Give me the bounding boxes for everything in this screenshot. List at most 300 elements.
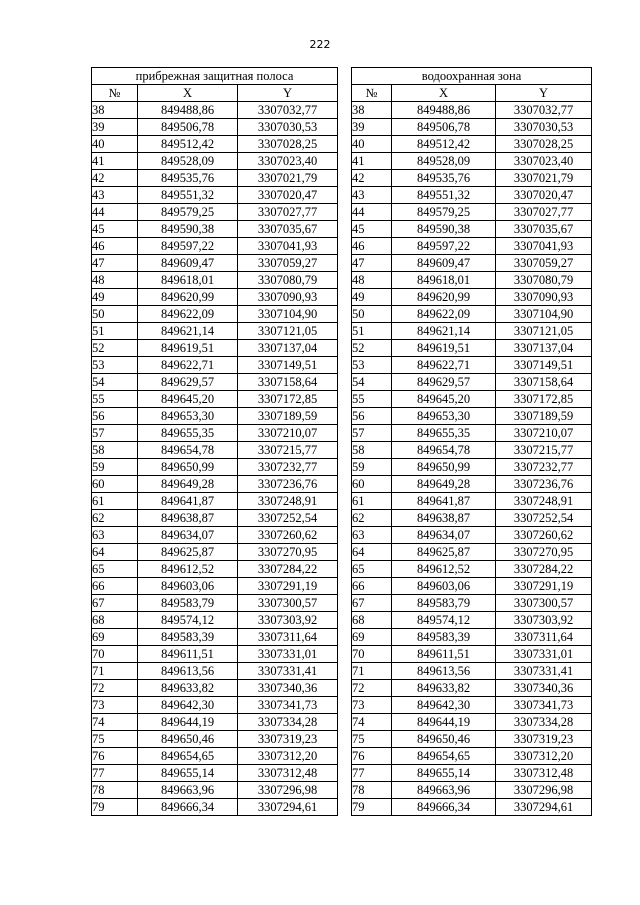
right-point-number: 60 bbox=[352, 476, 392, 493]
left-point-number: 79 bbox=[92, 799, 138, 816]
table-gap bbox=[338, 289, 352, 306]
table-gap bbox=[338, 476, 352, 493]
right-x-value: 849663,96 bbox=[392, 782, 496, 799]
right-y-value: 3307090,93 bbox=[496, 289, 592, 306]
left-point-number: 69 bbox=[92, 629, 138, 646]
right-y-value: 3307303,92 bbox=[496, 612, 592, 629]
right-x-value: 849634,07 bbox=[392, 527, 496, 544]
table-gap bbox=[338, 595, 352, 612]
section-title-row bbox=[92, 68, 592, 85]
right-x-value: 849649,28 bbox=[392, 476, 496, 493]
table-gap bbox=[338, 765, 352, 782]
left-y-value: 3307023,40 bbox=[238, 153, 338, 170]
table-row bbox=[92, 799, 592, 816]
left-x-value: 849622,71 bbox=[138, 357, 238, 374]
right-point-number: 64 bbox=[352, 544, 392, 561]
left-y-value: 3307189,59 bbox=[238, 408, 338, 425]
right-point-number: 40 bbox=[352, 136, 392, 153]
left-x-value: 849574,12 bbox=[138, 612, 238, 629]
left-y-value: 3307312,20 bbox=[238, 748, 338, 765]
right-x-value: 849654,78 bbox=[392, 442, 496, 459]
table-row bbox=[92, 663, 592, 680]
table-gap bbox=[338, 680, 352, 697]
right-y-value: 3307334,28 bbox=[496, 714, 592, 731]
right-point-number: 44 bbox=[352, 204, 392, 221]
right-y-value: 3307059,27 bbox=[496, 255, 592, 272]
right-x-value: 849609,47 bbox=[392, 255, 496, 272]
left-point-number: 43 bbox=[92, 187, 138, 204]
left-point-number: 46 bbox=[92, 238, 138, 255]
right-y-value: 3307189,59 bbox=[496, 408, 592, 425]
left-y-value: 3307300,57 bbox=[238, 595, 338, 612]
right-point-number: 56 bbox=[352, 408, 392, 425]
right-point-number: 72 bbox=[352, 680, 392, 697]
right-y-value: 3307158,64 bbox=[496, 374, 592, 391]
right-point-number: 39 bbox=[352, 119, 392, 136]
left-y-value: 3307236,76 bbox=[238, 476, 338, 493]
left-point-number: 52 bbox=[92, 340, 138, 357]
left-y-value: 3307035,67 bbox=[238, 221, 338, 238]
table-row bbox=[92, 272, 592, 289]
table-row bbox=[92, 629, 592, 646]
left-point-number: 77 bbox=[92, 765, 138, 782]
right-x-value: 849612,52 bbox=[392, 561, 496, 578]
left-point-number: 60 bbox=[92, 476, 138, 493]
right-y-value: 3307032,77 bbox=[496, 102, 592, 119]
table-gap bbox=[338, 561, 352, 578]
table-gap bbox=[338, 204, 352, 221]
right-point-number: 63 bbox=[352, 527, 392, 544]
table-gap bbox=[338, 629, 352, 646]
table-row bbox=[92, 357, 592, 374]
right-x-value: 849638,87 bbox=[392, 510, 496, 527]
left-x-value: 849609,47 bbox=[138, 255, 238, 272]
right-y-value: 3307028,25 bbox=[496, 136, 592, 153]
right-point-number: 43 bbox=[352, 187, 392, 204]
table-row bbox=[92, 544, 592, 561]
right-y-value: 3307260,62 bbox=[496, 527, 592, 544]
right-x-value: 849506,78 bbox=[392, 119, 496, 136]
left-y-value: 3307232,77 bbox=[238, 459, 338, 476]
right-y-value: 3307340,36 bbox=[496, 680, 592, 697]
left-x-value: 849603,06 bbox=[138, 578, 238, 595]
right-point-number: 62 bbox=[352, 510, 392, 527]
table-gap bbox=[338, 306, 352, 323]
table-row bbox=[92, 646, 592, 663]
table-gap bbox=[338, 612, 352, 629]
right-x-value: 849644,19 bbox=[392, 714, 496, 731]
left-x-value: 849634,07 bbox=[138, 527, 238, 544]
right-point-number: 41 bbox=[352, 153, 392, 170]
right-x-value: 849655,35 bbox=[392, 425, 496, 442]
right-point-number: 74 bbox=[352, 714, 392, 731]
left-y-header: Y bbox=[238, 85, 338, 102]
left-y-value: 3307172,85 bbox=[238, 391, 338, 408]
right-point-number: 67 bbox=[352, 595, 392, 612]
left-y-value: 3307121,05 bbox=[238, 323, 338, 340]
left-point-number: 63 bbox=[92, 527, 138, 544]
table-row bbox=[92, 136, 592, 153]
right-x-value: 849625,87 bbox=[392, 544, 496, 561]
left-x-value: 849633,82 bbox=[138, 680, 238, 697]
table-gap bbox=[338, 255, 352, 272]
right-point-number: 53 bbox=[352, 357, 392, 374]
left-y-value: 3307210,07 bbox=[238, 425, 338, 442]
left-point-number: 65 bbox=[92, 561, 138, 578]
right-point-number: 59 bbox=[352, 459, 392, 476]
left-x-value: 849512,42 bbox=[138, 136, 238, 153]
right-number-header: № bbox=[352, 85, 392, 102]
left-point-number: 75 bbox=[92, 731, 138, 748]
right-y-value: 3307023,40 bbox=[496, 153, 592, 170]
table-row bbox=[92, 119, 592, 136]
left-point-number: 58 bbox=[92, 442, 138, 459]
left-y-value: 3307334,28 bbox=[238, 714, 338, 731]
table-gap bbox=[338, 578, 352, 595]
left-x-value: 849650,46 bbox=[138, 731, 238, 748]
left-x-value: 849622,09 bbox=[138, 306, 238, 323]
left-point-number: 73 bbox=[92, 697, 138, 714]
left-point-number: 59 bbox=[92, 459, 138, 476]
left-x-value: 849655,35 bbox=[138, 425, 238, 442]
left-y-value: 3307021,79 bbox=[238, 170, 338, 187]
right-x-value: 849641,87 bbox=[392, 493, 496, 510]
right-point-number: 54 bbox=[352, 374, 392, 391]
left-point-number: 42 bbox=[92, 170, 138, 187]
table-row bbox=[92, 187, 592, 204]
right-x-value: 849633,82 bbox=[392, 680, 496, 697]
right-point-number: 45 bbox=[352, 221, 392, 238]
right-point-number: 57 bbox=[352, 425, 392, 442]
right-y-value: 3307021,79 bbox=[496, 170, 592, 187]
right-x-value: 849620,99 bbox=[392, 289, 496, 306]
right-y-value: 3307296,98 bbox=[496, 782, 592, 799]
water-protection-zone-title: водоохранная зона bbox=[352, 68, 592, 85]
right-y-value: 3307210,07 bbox=[496, 425, 592, 442]
left-x-value: 849641,87 bbox=[138, 493, 238, 510]
left-point-number: 74 bbox=[92, 714, 138, 731]
left-y-value: 3307312,48 bbox=[238, 765, 338, 782]
left-x-value: 849579,25 bbox=[138, 204, 238, 221]
table-gap bbox=[338, 442, 352, 459]
right-y-value: 3307300,57 bbox=[496, 595, 592, 612]
right-x-header: X bbox=[392, 85, 496, 102]
table-row bbox=[92, 714, 592, 731]
left-x-value: 849621,14 bbox=[138, 323, 238, 340]
right-x-value: 849654,65 bbox=[392, 748, 496, 765]
table-gap bbox=[338, 221, 352, 238]
left-point-number: 71 bbox=[92, 663, 138, 680]
table-row bbox=[92, 748, 592, 765]
coordinates-table bbox=[91, 67, 592, 816]
left-x-value: 849619,51 bbox=[138, 340, 238, 357]
coastal-protection-strip-title: прибрежная защитная полоса bbox=[92, 68, 338, 85]
left-y-value: 3307260,62 bbox=[238, 527, 338, 544]
table-row bbox=[92, 612, 592, 629]
right-x-value: 849583,79 bbox=[392, 595, 496, 612]
left-y-value: 3307027,77 bbox=[238, 204, 338, 221]
left-point-number: 49 bbox=[92, 289, 138, 306]
table-row bbox=[92, 697, 592, 714]
right-x-value: 849653,30 bbox=[392, 408, 496, 425]
table-gap bbox=[338, 272, 352, 289]
right-point-number: 55 bbox=[352, 391, 392, 408]
left-x-value: 849528,09 bbox=[138, 153, 238, 170]
right-y-value: 3307027,77 bbox=[496, 204, 592, 221]
left-x-value: 849638,87 bbox=[138, 510, 238, 527]
left-x-value: 849620,99 bbox=[138, 289, 238, 306]
left-point-number: 38 bbox=[92, 102, 138, 119]
left-x-value: 849583,79 bbox=[138, 595, 238, 612]
table-gap bbox=[338, 408, 352, 425]
left-point-number: 68 bbox=[92, 612, 138, 629]
left-y-value: 3307331,01 bbox=[238, 646, 338, 663]
left-x-value: 849653,30 bbox=[138, 408, 238, 425]
right-x-value: 849619,51 bbox=[392, 340, 496, 357]
right-x-value: 849645,20 bbox=[392, 391, 496, 408]
right-point-number: 50 bbox=[352, 306, 392, 323]
left-x-value: 849618,01 bbox=[138, 272, 238, 289]
right-point-number: 77 bbox=[352, 765, 392, 782]
right-x-value: 849650,46 bbox=[392, 731, 496, 748]
table-row bbox=[92, 391, 592, 408]
right-point-number: 42 bbox=[352, 170, 392, 187]
left-y-value: 3307319,23 bbox=[238, 731, 338, 748]
left-y-value: 3307020,47 bbox=[238, 187, 338, 204]
left-x-value: 849649,28 bbox=[138, 476, 238, 493]
left-y-value: 3307331,41 bbox=[238, 663, 338, 680]
right-y-value: 3307248,91 bbox=[496, 493, 592, 510]
table-row bbox=[92, 374, 592, 391]
left-point-number: 70 bbox=[92, 646, 138, 663]
table-row bbox=[92, 153, 592, 170]
right-x-value: 849622,71 bbox=[392, 357, 496, 374]
table-row bbox=[92, 476, 592, 493]
left-point-number: 53 bbox=[92, 357, 138, 374]
right-x-value: 849629,57 bbox=[392, 374, 496, 391]
right-point-number: 51 bbox=[352, 323, 392, 340]
table-gap bbox=[338, 374, 352, 391]
left-y-value: 3307028,25 bbox=[238, 136, 338, 153]
table-gap bbox=[338, 153, 352, 170]
left-x-value: 849590,38 bbox=[138, 221, 238, 238]
right-point-number: 78 bbox=[352, 782, 392, 799]
right-point-number: 71 bbox=[352, 663, 392, 680]
table-gap bbox=[338, 238, 352, 255]
right-point-number: 69 bbox=[352, 629, 392, 646]
right-y-value: 3307284,22 bbox=[496, 561, 592, 578]
left-y-value: 3307303,92 bbox=[238, 612, 338, 629]
left-y-value: 3307284,22 bbox=[238, 561, 338, 578]
left-y-value: 3307158,64 bbox=[238, 374, 338, 391]
left-point-number: 72 bbox=[92, 680, 138, 697]
table-row bbox=[92, 408, 592, 425]
right-point-number: 46 bbox=[352, 238, 392, 255]
right-x-value: 849650,99 bbox=[392, 459, 496, 476]
left-point-number: 39 bbox=[92, 119, 138, 136]
table-gap bbox=[338, 527, 352, 544]
left-x-value: 849506,78 bbox=[138, 119, 238, 136]
table-gap bbox=[338, 663, 352, 680]
table-gap bbox=[338, 748, 352, 765]
left-x-value: 849629,57 bbox=[138, 374, 238, 391]
right-x-value: 849622,09 bbox=[392, 306, 496, 323]
table-row bbox=[92, 340, 592, 357]
right-x-value: 849551,32 bbox=[392, 187, 496, 204]
table-row bbox=[92, 680, 592, 697]
left-y-value: 3307059,27 bbox=[238, 255, 338, 272]
table-row bbox=[92, 238, 592, 255]
table-row bbox=[92, 425, 592, 442]
right-point-number: 75 bbox=[352, 731, 392, 748]
table-gap bbox=[338, 544, 352, 561]
right-point-number: 58 bbox=[352, 442, 392, 459]
right-x-value: 849618,01 bbox=[392, 272, 496, 289]
left-point-number: 51 bbox=[92, 323, 138, 340]
right-point-number: 52 bbox=[352, 340, 392, 357]
table-gap bbox=[338, 510, 352, 527]
right-x-value: 849528,09 bbox=[392, 153, 496, 170]
right-x-value: 849590,38 bbox=[392, 221, 496, 238]
left-point-number: 56 bbox=[92, 408, 138, 425]
left-y-value: 3307311,64 bbox=[238, 629, 338, 646]
left-x-value: 849650,99 bbox=[138, 459, 238, 476]
right-point-number: 66 bbox=[352, 578, 392, 595]
table-gap bbox=[338, 782, 352, 799]
right-y-value: 3307252,54 bbox=[496, 510, 592, 527]
left-y-value: 3307341,73 bbox=[238, 697, 338, 714]
left-y-value: 3307340,36 bbox=[238, 680, 338, 697]
left-x-value: 849488,86 bbox=[138, 102, 238, 119]
left-point-number: 57 bbox=[92, 425, 138, 442]
left-x-value: 849654,65 bbox=[138, 748, 238, 765]
right-x-value: 849655,14 bbox=[392, 765, 496, 782]
left-point-number: 66 bbox=[92, 578, 138, 595]
table-row bbox=[92, 493, 592, 510]
table-row bbox=[92, 510, 592, 527]
table-gap bbox=[338, 85, 352, 102]
table-row bbox=[92, 221, 592, 238]
left-number-header: № bbox=[92, 85, 138, 102]
left-point-number: 62 bbox=[92, 510, 138, 527]
right-point-number: 38 bbox=[352, 102, 392, 119]
right-x-value: 849512,42 bbox=[392, 136, 496, 153]
table-row bbox=[92, 306, 592, 323]
left-y-value: 3307137,04 bbox=[238, 340, 338, 357]
left-x-value: 849535,76 bbox=[138, 170, 238, 187]
right-point-number: 70 bbox=[352, 646, 392, 663]
left-y-value: 3307149,51 bbox=[238, 357, 338, 374]
left-x-value: 849645,20 bbox=[138, 391, 238, 408]
right-y-value: 3307149,51 bbox=[496, 357, 592, 374]
left-x-value: 849666,34 bbox=[138, 799, 238, 816]
right-x-value: 849603,06 bbox=[392, 578, 496, 595]
right-y-value: 3307312,20 bbox=[496, 748, 592, 765]
left-point-number: 61 bbox=[92, 493, 138, 510]
left-point-number: 48 bbox=[92, 272, 138, 289]
table-gap bbox=[338, 425, 352, 442]
right-point-number: 48 bbox=[352, 272, 392, 289]
left-y-value: 3307090,93 bbox=[238, 289, 338, 306]
left-x-value: 849611,51 bbox=[138, 646, 238, 663]
table-row bbox=[92, 323, 592, 340]
right-point-number: 49 bbox=[352, 289, 392, 306]
table-gap bbox=[338, 493, 352, 510]
right-point-number: 73 bbox=[352, 697, 392, 714]
right-y-value: 3307215,77 bbox=[496, 442, 592, 459]
table-gap bbox=[338, 68, 352, 85]
right-y-value: 3307172,85 bbox=[496, 391, 592, 408]
table-gap bbox=[338, 714, 352, 731]
left-x-value: 849583,39 bbox=[138, 629, 238, 646]
table-gap bbox=[338, 357, 352, 374]
table-gap bbox=[338, 102, 352, 119]
left-point-number: 45 bbox=[92, 221, 138, 238]
table-row bbox=[92, 561, 592, 578]
left-x-value: 849644,19 bbox=[138, 714, 238, 731]
left-y-value: 3307215,77 bbox=[238, 442, 338, 459]
table-gap bbox=[338, 187, 352, 204]
right-y-value: 3307341,73 bbox=[496, 697, 592, 714]
page-number: 222 bbox=[309, 38, 331, 51]
table-gap bbox=[338, 323, 352, 340]
left-x-header: X bbox=[138, 85, 238, 102]
left-point-number: 54 bbox=[92, 374, 138, 391]
right-point-number: 68 bbox=[352, 612, 392, 629]
table-gap bbox=[338, 731, 352, 748]
table-row bbox=[92, 765, 592, 782]
right-point-number: 47 bbox=[352, 255, 392, 272]
right-y-value: 3307291,19 bbox=[496, 578, 592, 595]
left-point-number: 67 bbox=[92, 595, 138, 612]
left-point-number: 40 bbox=[92, 136, 138, 153]
left-y-value: 3307248,91 bbox=[238, 493, 338, 510]
table-gap bbox=[338, 697, 352, 714]
right-x-value: 849666,34 bbox=[392, 799, 496, 816]
left-x-value: 849663,96 bbox=[138, 782, 238, 799]
left-point-number: 55 bbox=[92, 391, 138, 408]
left-x-value: 849625,87 bbox=[138, 544, 238, 561]
table-gap bbox=[338, 459, 352, 476]
right-y-value: 3307294,61 bbox=[496, 799, 592, 816]
table-row bbox=[92, 170, 592, 187]
right-y-value: 3307319,23 bbox=[496, 731, 592, 748]
right-y-header: Y bbox=[496, 85, 592, 102]
right-x-value: 849642,30 bbox=[392, 697, 496, 714]
right-y-value: 3307080,79 bbox=[496, 272, 592, 289]
table-row bbox=[92, 731, 592, 748]
right-y-value: 3307232,77 bbox=[496, 459, 592, 476]
table-row bbox=[92, 595, 592, 612]
right-x-value: 849488,86 bbox=[392, 102, 496, 119]
left-point-number: 41 bbox=[92, 153, 138, 170]
left-x-value: 849654,78 bbox=[138, 442, 238, 459]
right-y-value: 3307030,53 bbox=[496, 119, 592, 136]
right-point-number: 65 bbox=[352, 561, 392, 578]
left-x-value: 849612,52 bbox=[138, 561, 238, 578]
column-header-row bbox=[92, 85, 592, 102]
left-point-number: 47 bbox=[92, 255, 138, 272]
left-y-value: 3307291,19 bbox=[238, 578, 338, 595]
left-point-number: 78 bbox=[92, 782, 138, 799]
table-row bbox=[92, 782, 592, 799]
left-y-value: 3307252,54 bbox=[238, 510, 338, 527]
right-point-number: 76 bbox=[352, 748, 392, 765]
table-row bbox=[92, 442, 592, 459]
right-y-value: 3307121,05 bbox=[496, 323, 592, 340]
table-row bbox=[92, 578, 592, 595]
right-x-value: 849574,12 bbox=[392, 612, 496, 629]
